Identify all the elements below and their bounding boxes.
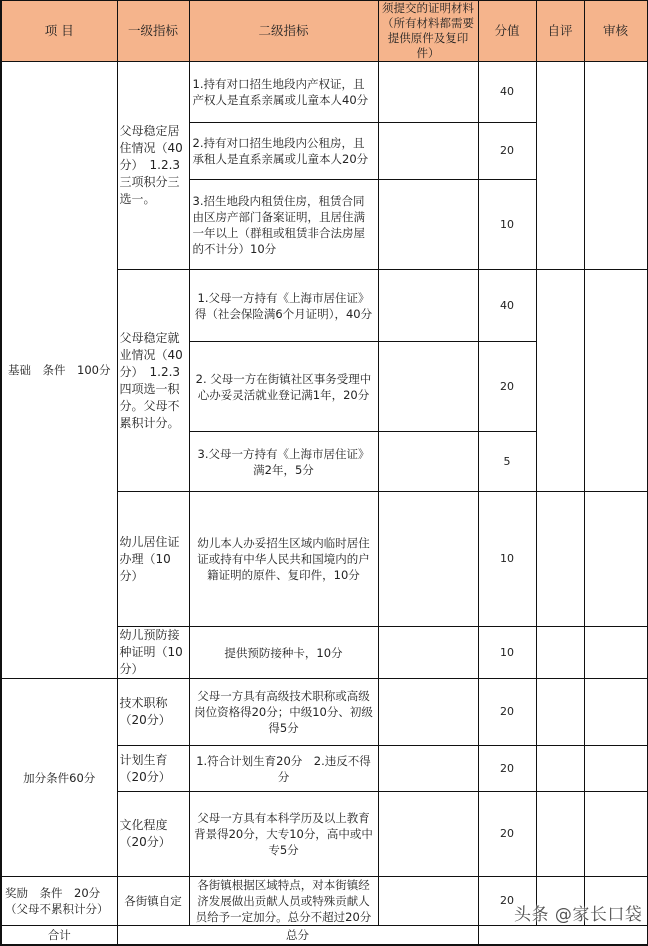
total-score-value[interactable] (478, 926, 647, 945)
level2-desc: 1.持有对口招生地段内产权证，且产权人是直系亲属或儿童本人40分 (189, 62, 378, 123)
review-cell[interactable] (584, 679, 647, 746)
level2-desc: 3.父母一方持有《上海市居住证》满2年，5分 (189, 432, 378, 492)
review-cell[interactable] (584, 62, 647, 270)
level2-desc: 2.持有对口招生地段内公租房，且承租人是直系亲属或儿童本人20分 (189, 123, 378, 180)
section-bonus-label: 加分条件60分 (1, 679, 117, 877)
level2-desc: 幼儿本人办妥招生区域内临时居住证或持有中华人民共和国境内的户籍证明的原件、复印件，10分 (189, 492, 378, 627)
table-row (1, 62, 647, 123)
header-level2: 二级指标 (189, 1, 378, 62)
score-value: 40 (478, 270, 536, 342)
table-row (1, 679, 647, 746)
level1-title: 技术职称（20分） (117, 679, 189, 746)
level2-desc: 各街镇根据区域特点，对本街镇经济发展做出贡献人员或特殊贡献人员给予一定加分。总分不超过20分 (189, 877, 378, 926)
self-eval-cell[interactable] (536, 627, 584, 679)
level2-desc: 1.符合计划生育20分 2.违反不得分 (189, 746, 378, 792)
materials-cell[interactable] (378, 877, 478, 926)
score-value: 20 (478, 746, 536, 792)
score-value: 40 (478, 62, 536, 123)
review-cell[interactable] (584, 270, 647, 492)
score-value: 10 (478, 627, 536, 679)
level1-reward: 各街镇自定 (117, 877, 189, 926)
level2-desc: 父母一方具有高级技术职称或高级岗位资格得20分；中级10分、初级得5分 (189, 679, 378, 746)
level1-vaccination: 幼儿预防接种证明（10分） (117, 627, 189, 679)
section-reward-label: 奖励 条件 20分（父母不累积计分） (1, 877, 117, 926)
self-eval-cell[interactable] (536, 679, 584, 746)
header-level1: 一级指标 (117, 1, 189, 62)
review-cell[interactable] (584, 792, 647, 877)
materials-cell[interactable] (378, 679, 478, 746)
total-row (1, 926, 647, 945)
level1-residence: 父母稳定居住情况（40分） 1.2.3三项积分三选一。 (117, 62, 189, 270)
materials-cell[interactable] (378, 746, 478, 792)
header-item: 项 目 (1, 1, 117, 62)
header-self-eval: 自评 (536, 1, 584, 62)
header-row (1, 1, 647, 62)
score-value: 20 (478, 877, 536, 926)
section-basic-label: 基础 条件 100分 (1, 62, 117, 679)
score-value: 10 (478, 492, 536, 627)
self-eval-cell[interactable] (536, 270, 584, 492)
materials-cell[interactable] (378, 627, 478, 679)
header-review: 审核 (584, 1, 647, 62)
score-value: 20 (478, 342, 536, 432)
materials-cell[interactable] (378, 432, 478, 492)
materials-cell[interactable] (378, 62, 478, 123)
materials-cell[interactable] (378, 123, 478, 180)
total-score-label: 总分 (117, 926, 478, 945)
level1-employment: 父母稳定就业情况（40分） 1.2.3四项选一积分。父母不累积计分。 (117, 270, 189, 492)
score-value: 20 (478, 792, 536, 877)
materials-cell[interactable] (378, 180, 478, 270)
level1-family-planning: 计划生育（20分） (117, 746, 189, 792)
review-cell[interactable] (584, 492, 647, 627)
self-eval-cell[interactable] (536, 62, 584, 270)
level1-education: 文化程度（20分） (117, 792, 189, 877)
level2-desc: 2. 父母一方在街镇社区事务受理中心办妥灵活就业登记满1年，20分 (189, 342, 378, 432)
score-value: 20 (478, 123, 536, 180)
header-score: 分值 (478, 1, 536, 62)
level2-desc: 1.父母一方持有《上海市居住证》得（社会保险满6个月证明），40分 (189, 270, 378, 342)
score-value: 20 (478, 679, 536, 746)
level2-desc: 父母一方具有本科学历及以上教育背景得20分，大专10分，高中或中专5分 (189, 792, 378, 877)
materials-cell[interactable] (378, 792, 478, 877)
score-value: 10 (478, 180, 536, 270)
score-value: 5 (478, 432, 536, 492)
level2-desc: 提供预防接种卡，10分 (189, 627, 378, 679)
level2-desc: 3.招生地段内租赁住房，租赁合同由区房产部门备案证明，且居住满一年以上（群租或租赁非合法房屋的不计分）10分 (189, 180, 378, 270)
level1-child-residence: 幼儿居住证办理（10分） (117, 492, 189, 627)
watermark: 头条 @家长口袋 (514, 905, 643, 925)
self-eval-cell[interactable] (536, 792, 584, 877)
materials-cell[interactable] (378, 342, 478, 432)
header-materials: 须提交的证明材料（所有材料都需要提供原件及复印件） (378, 1, 478, 62)
self-eval-cell[interactable] (536, 492, 584, 627)
self-eval-cell[interactable] (536, 746, 584, 792)
materials-cell[interactable] (378, 270, 478, 342)
review-cell[interactable] (584, 746, 647, 792)
materials-cell[interactable] (378, 492, 478, 627)
total-label: 合计 (1, 926, 117, 945)
review-cell[interactable] (584, 627, 647, 679)
